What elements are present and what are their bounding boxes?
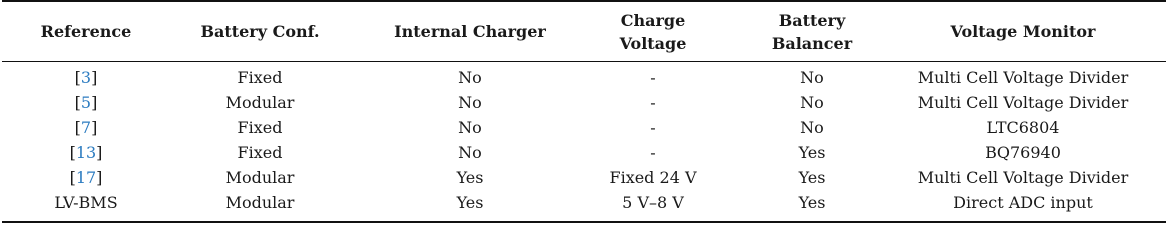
voltage-monitor-cell: Multi Cell Voltage Divider	[917, 168, 1129, 187]
ref-bracket-open: [	[69, 168, 76, 187]
charge-voltage-cell: -	[650, 93, 656, 112]
battery-balancer-cell: No	[800, 93, 824, 112]
header-voltage-monitor: Voltage Monitor	[950, 22, 1096, 41]
internal-charger-cell: Yes	[456, 193, 484, 212]
internal-charger-cell: No	[458, 68, 482, 87]
battery-conf-cell: Fixed	[237, 68, 283, 87]
battery-balancer-cell: No	[800, 68, 824, 87]
voltage-monitor-cell: BQ76940	[985, 143, 1061, 162]
ref-bracket-close: ]	[96, 143, 103, 162]
reference-link[interactable]: 17	[75, 168, 97, 187]
voltage-monitor-cell: Multi Cell Voltage Divider	[917, 68, 1129, 87]
battery-balancer-cell: Yes	[798, 193, 826, 212]
battery-balancer-cell: Yes	[798, 168, 826, 187]
reference-cell	[10, 90, 162, 115]
table-row	[0, 190, 1168, 215]
battery-conf-cell: Fixed	[237, 118, 283, 137]
reference-link[interactable]: 3	[80, 68, 92, 87]
charge-voltage-cell: -	[650, 118, 656, 137]
header-internal-charger: Internal Charger	[394, 22, 546, 41]
charge-voltage-cell: -	[650, 143, 656, 162]
reference-cell	[10, 190, 162, 215]
reference-label: LV-BMS	[54, 193, 118, 212]
reference-link[interactable]: 13	[75, 143, 97, 162]
reference-cell	[10, 115, 162, 140]
voltage-monitor-cell: Multi Cell Voltage Divider	[917, 93, 1129, 112]
table-row	[0, 115, 1168, 140]
reference-cell	[10, 140, 162, 165]
internal-charger-cell: Yes	[456, 168, 484, 187]
battery-balancer-cell: No	[800, 118, 824, 137]
ref-bracket-open: [	[74, 93, 81, 112]
header-charge-voltage: Charge Voltage	[619, 10, 687, 53]
voltage-monitor-cell: Direct ADC input	[953, 193, 1093, 212]
ref-bracket-open: [	[74, 118, 81, 137]
ref-bracket-open: [	[69, 143, 76, 162]
internal-charger-cell: No	[458, 93, 482, 112]
charge-voltage-cell: -	[650, 68, 656, 87]
header-reference: Reference	[40, 22, 132, 41]
battery-conf-cell: Modular	[225, 168, 295, 187]
ref-bracket-close: ]	[91, 68, 98, 87]
reference-cell	[10, 165, 162, 190]
table-row	[0, 140, 1168, 165]
charge-voltage-cell: Fixed 24 V	[609, 168, 697, 187]
table-header-rule	[2, 61, 1166, 62]
reference-link[interactable]: 7	[80, 118, 92, 137]
voltage-monitor-cell: LTC6804	[986, 118, 1060, 137]
battery-conf-cell: Modular	[225, 193, 295, 212]
table-row	[0, 65, 1168, 90]
table-header-row	[0, 2, 1168, 61]
ref-bracket-close: ]	[91, 93, 98, 112]
header-battery-conf: Battery Conf.	[200, 22, 320, 41]
header-battery-balancer: Battery Balancer	[771, 10, 853, 53]
internal-charger-cell: No	[458, 143, 482, 162]
battery-balancer-cell: Yes	[798, 143, 826, 162]
ref-bracket-open: [	[74, 68, 81, 87]
reference-link[interactable]: 5	[80, 93, 92, 112]
internal-charger-cell: No	[458, 118, 482, 137]
ref-bracket-close: ]	[91, 118, 98, 137]
reference-cell	[10, 65, 162, 90]
battery-conf-cell: Fixed	[237, 143, 283, 162]
table-row	[0, 165, 1168, 190]
battery-conf-cell: Modular	[225, 93, 295, 112]
table-bottom-rule	[2, 221, 1166, 223]
table-row	[0, 90, 1168, 115]
ref-bracket-close: ]	[96, 168, 103, 187]
charge-voltage-cell: 5 V–8 V	[622, 193, 684, 212]
